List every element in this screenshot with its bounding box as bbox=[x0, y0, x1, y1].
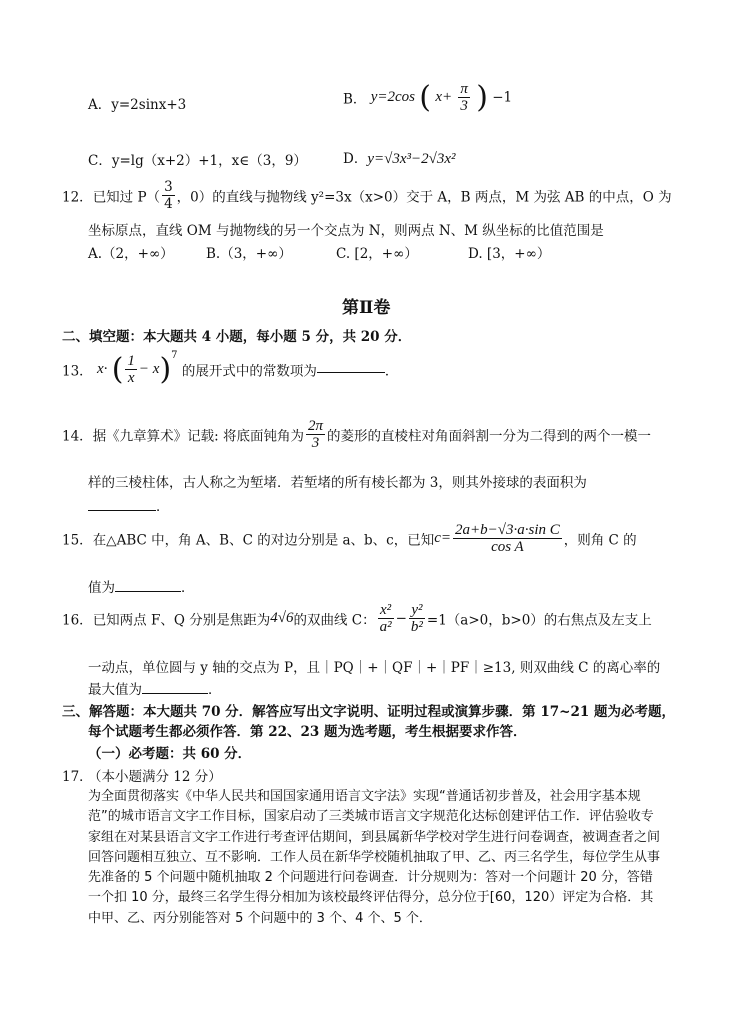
q15-pre: 在△ABC 中，角 A、B、C 的对边分别是 a、b、c，已知 bbox=[92, 532, 435, 549]
q11-option-d-label: D． bbox=[343, 151, 368, 167]
q16-fraction-x bbox=[378, 602, 394, 635]
q15-line1 bbox=[62, 522, 637, 555]
q14-frac-den: 3 bbox=[311, 435, 320, 451]
q14-post: 的菱形的直棱柱对角面斜割一分为二得到的两个一模一 bbox=[327, 428, 652, 445]
q11-option-b-x: x+ bbox=[435, 89, 453, 105]
q14-line3 bbox=[88, 495, 170, 515]
q12-post: ，0）的直线与抛物线 y²=3x（x>0）交于 A，B 两点，M 为弦 AB 的中点，O 为 bbox=[176, 189, 672, 206]
q16-minus: − bbox=[395, 610, 407, 627]
q15-line2 bbox=[88, 576, 195, 596]
q11-option-b-label: B． bbox=[343, 91, 367, 108]
q12-frac-den: 4 bbox=[164, 196, 173, 212]
q17-score: （本小题满分 12 分） bbox=[88, 769, 222, 785]
q16-line3-text: 最大值为 bbox=[88, 682, 142, 698]
q16-pre: 已知两点 F、Q 分别是焦距为 bbox=[92, 612, 271, 629]
q15-frac-den: cos A bbox=[491, 539, 524, 555]
q12-frac-num: 3 bbox=[164, 179, 173, 195]
q14-number: 14． bbox=[62, 428, 93, 445]
q15-frac-num: 2a+b−√3·a·sin C bbox=[455, 522, 560, 538]
q15-fraction bbox=[453, 522, 562, 555]
q12-line2: 坐标原点，直线 OM 与抛物线的另一个交点为 N，则两点 N、M 纵坐标的比值范围是 bbox=[88, 223, 604, 239]
q11-option-d-expr: y=√3x³−2√3x² bbox=[367, 151, 456, 167]
q16-mid: 的双曲线 C： bbox=[293, 612, 376, 629]
q11-option-b-frac-num: π bbox=[460, 81, 468, 97]
q16-post: =1（a>0，b>0）的右焦点及左支上 bbox=[426, 612, 652, 629]
q15-c-eq: c= bbox=[434, 530, 452, 546]
q13-fraction bbox=[125, 353, 137, 386]
q16-frac1-num: x² bbox=[378, 602, 394, 619]
q14-pre: 据《九章算术》记载: 将底面钝角为 bbox=[92, 428, 305, 445]
q14-fraction bbox=[306, 418, 325, 451]
q16-frac2-den: b² bbox=[410, 619, 423, 635]
q14-line2: 样的三棱柱体，古人称之为堑堵．若堑堵的所有棱长都为 3，则其外接球的表面积为 bbox=[88, 475, 587, 491]
q11-option-a: A．y=2sinx+3 bbox=[88, 97, 187, 113]
q16-end: ． bbox=[208, 682, 222, 698]
q12-option-c: C. [2，+∞） bbox=[336, 246, 418, 262]
q13-paren-close: ) bbox=[159, 352, 172, 387]
q13-text: 的展开式中的常数项为 bbox=[181, 363, 317, 380]
q13-end: ． bbox=[384, 363, 399, 380]
section2-heading: 二、填空题：本大题共 4 小题，每小题 5 分，共 20 分． bbox=[62, 329, 412, 345]
q13-line bbox=[62, 352, 398, 387]
q13-frac-num: 1 bbox=[127, 353, 135, 369]
q11-option-b-func: y=2cos bbox=[370, 89, 415, 105]
q15-post: ，则角 C 的 bbox=[563, 532, 637, 549]
q11-option-b-frac-den: 3 bbox=[460, 98, 468, 114]
q11-option-b-fraction bbox=[458, 81, 470, 114]
q16-line3 bbox=[88, 678, 222, 698]
q12-number: 12． bbox=[62, 189, 93, 206]
q16-frac2-num: y² bbox=[409, 602, 425, 619]
q11-paren-open: ( bbox=[419, 80, 432, 115]
q13-frac-den: x bbox=[127, 370, 135, 386]
q16-number: 16． bbox=[62, 612, 93, 629]
part2-title: 第Ⅱ卷 bbox=[342, 298, 391, 318]
q12-option-d: D. [3，+∞） bbox=[468, 246, 551, 262]
q13-paren-open: ( bbox=[111, 352, 124, 387]
q15-number: 15． bbox=[62, 532, 93, 549]
q13-minus-x: − x bbox=[138, 361, 160, 377]
q14-end: ． bbox=[156, 499, 170, 515]
q15-end: ． bbox=[181, 580, 195, 596]
q14-answer-blank[interactable] bbox=[88, 509, 156, 511]
q14-line1 bbox=[62, 418, 651, 451]
q15-answer-blank[interactable] bbox=[115, 590, 181, 592]
q12-line1 bbox=[62, 179, 672, 212]
q16-line2: 一动点，单位圆与 y 轴的交点为 P，且｜PQ｜+｜QF｜+｜PF｜≥13, 则双曲线 C 的离心率的 bbox=[88, 660, 661, 676]
section3-heading-line2: 每个试题考生都必须作答．第 22、23 题为选考题，考生根据要求作答． bbox=[88, 724, 527, 740]
section3-heading-line1: 三、解答题：本大题共 70 分．解答应写出文字说明、证明过程或演算步骤．第 17~21 题为必考题， bbox=[62, 704, 675, 720]
q11-option-b-tail: −1 bbox=[492, 89, 513, 106]
q17-body: 为全面贯彻落实《中华人民共和国国家通用语言文字法》实现“普通话初步普及，社会用字基本规范”的城市语言文字工作目标，国家启动了三类城市语言文字规范化达标创建评估工作．评估验收专家组在对某县语言文字工作进行考查评估期间，到县属新华学校对学生进行问卷调查，被调查者之间回答问题相互独立、互不影响．工作人员在新华学校随机抽取了甲、乙、丙三名学生，每位学生从事先准备的 5 个问题中随机抽取 2 个问题进行问卷调查．计分规则为：答对一个问题计 20 分，答错一个扣 10 分，最终三名学生得分相加为该校最终评估得分，总分位于[60，120）评定为合格．其中甲、乙、丙分别能答对 5 个问题中的 3 个、4 个、5 个． bbox=[88, 789, 661, 926]
q11-option-c: C．y=lg（x+2）+1，x∈（3，9） bbox=[88, 153, 307, 169]
q16-answer-blank[interactable] bbox=[142, 692, 208, 694]
q13-x: x· bbox=[96, 361, 108, 377]
q13-answer-blank[interactable] bbox=[317, 371, 385, 373]
q11-option-b bbox=[343, 80, 512, 115]
q16-fraction-y bbox=[409, 602, 425, 635]
q17-number: 17． bbox=[62, 769, 93, 785]
q16-focal-length: 4√6 bbox=[270, 610, 294, 626]
q14-frac-num: 2π bbox=[308, 418, 324, 434]
q16-frac1-den: a² bbox=[379, 619, 392, 635]
q11-option-d bbox=[343, 147, 456, 168]
q16-line1 bbox=[62, 602, 652, 635]
q12-fraction bbox=[162, 179, 175, 212]
q12-option-a: A.（2，+∞） bbox=[88, 246, 174, 262]
q15-line2-text: 值为 bbox=[88, 580, 115, 596]
q13-number: 13． bbox=[62, 363, 93, 380]
q12-option-b: B.（3，+∞） bbox=[206, 246, 292, 262]
q12-pre: 已知过 P（ bbox=[92, 189, 161, 206]
section3-subheading: （一）必考题：共 60 分． bbox=[88, 746, 252, 762]
q13-exponent: 7 bbox=[171, 350, 178, 361]
q11-paren-close: ) bbox=[476, 80, 488, 115]
